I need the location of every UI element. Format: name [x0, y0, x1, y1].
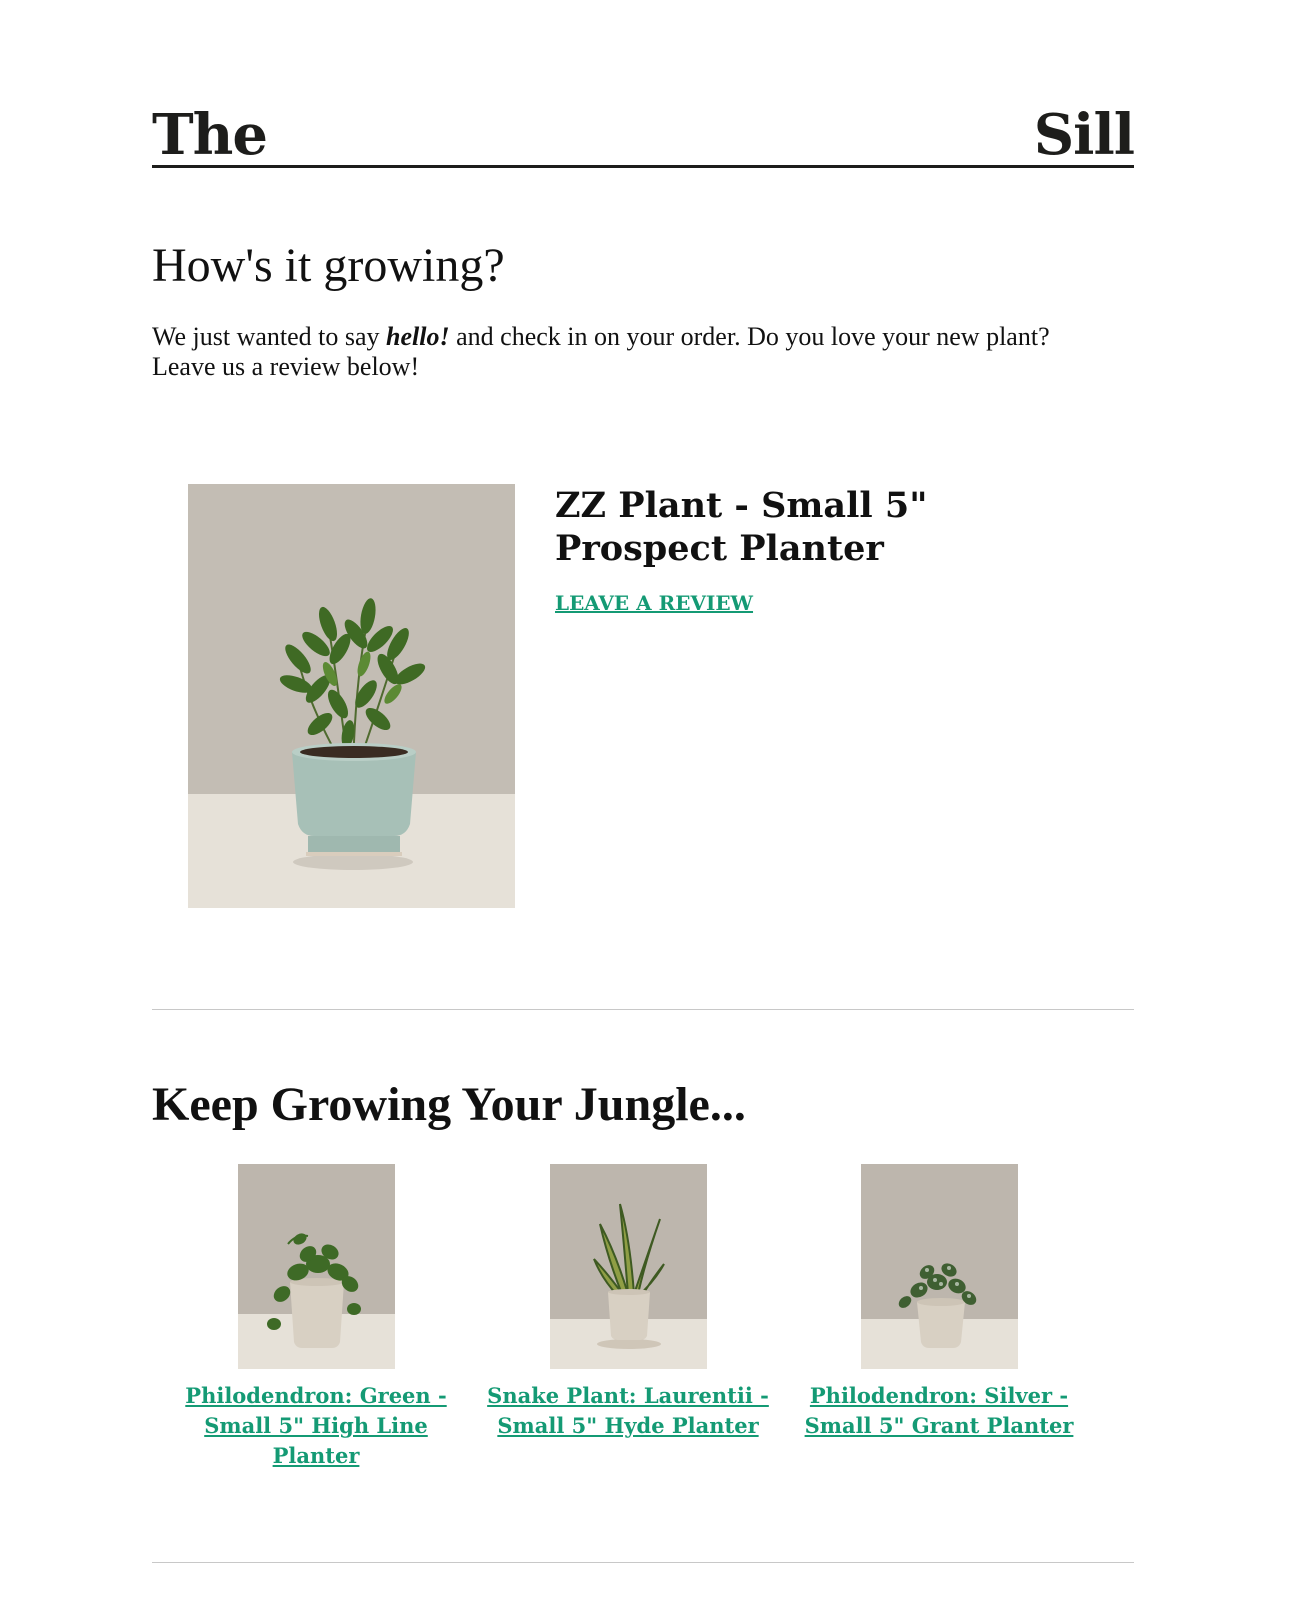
recommendation-card — [166, 1164, 466, 1471]
greeting-text-after: and check in on your order. Do you love your new plant? Leave us a review below! — [152, 322, 1050, 381]
snake-plant-photo[interactable] — [550, 1164, 707, 1369]
brand-logo-right: Sill — [1033, 102, 1134, 168]
greeting-emphasis: hello! — [386, 322, 450, 351]
recommendation-card — [789, 1164, 1089, 1441]
recommendations-title: Keep Growing Your Jungle... — [152, 1078, 746, 1131]
product-name: ZZ Plant - Small 5" Prospect Planter — [555, 485, 928, 569]
zz-plant-illustration — [188, 484, 515, 908]
greeting-text-before: We just wanted to say — [152, 322, 387, 351]
philodendron-silver-photo[interactable] — [861, 1164, 1018, 1369]
greeting-text — [152, 322, 1082, 382]
recommendation-link[interactable]: Snake Plant: Laurentii - Small 5" Hyde Planter — [487, 1383, 769, 1438]
leave-review-link[interactable]: LEAVE A REVIEW — [555, 591, 754, 615]
footer-divider — [152, 1562, 1134, 1563]
section-divider — [152, 1009, 1134, 1010]
snake-plant-illustration — [550, 1164, 707, 1369]
greeting-title: How's it growing? — [152, 239, 505, 292]
philodendron-green-photo[interactable] — [238, 1164, 395, 1369]
philodendron-green-illustration — [238, 1164, 395, 1369]
recommendation-link[interactable]: Philodendron: Silver - Small 5" Grant Planter — [804, 1383, 1074, 1438]
brand-logo[interactable] — [152, 102, 1134, 168]
recommendation-card — [478, 1164, 778, 1441]
recommendation-link[interactable]: Philodendron: Green - Small 5" High Line Planter — [185, 1383, 447, 1468]
zz-plant-photo[interactable] — [188, 484, 515, 908]
philodendron-silver-illustration — [861, 1164, 1018, 1369]
brand-logo-left: The — [152, 102, 268, 168]
